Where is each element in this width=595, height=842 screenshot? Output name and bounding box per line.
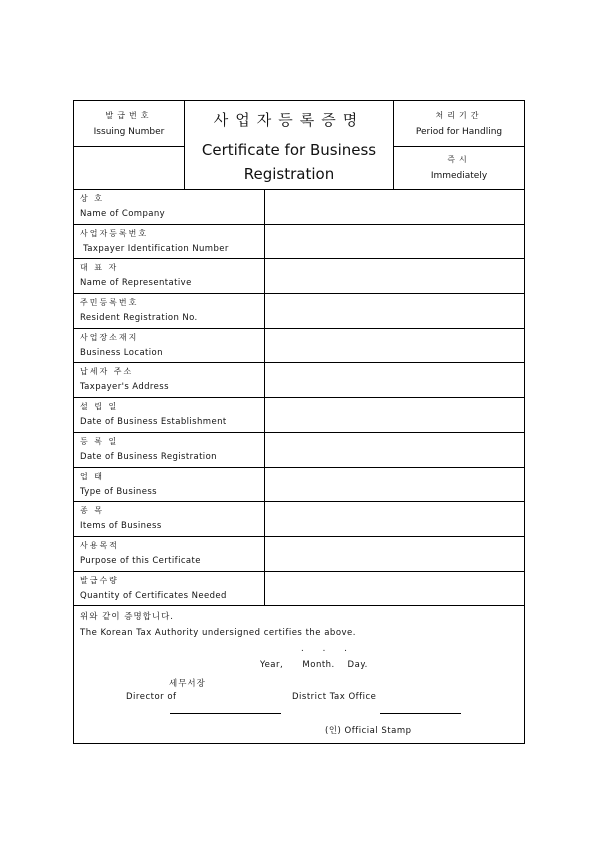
taxpayer-address-field[interactable] [265,363,524,397]
table-row [74,433,524,468]
field-label [74,468,265,502]
label-en: Taxpayer's Address [80,382,169,393]
fields-table [74,190,524,606]
label-ko: 등 록 일 [80,436,119,446]
field-label [74,572,265,606]
label-ko: 종 목 [80,506,104,516]
date-labels: Year, Month. Day. [260,660,368,670]
table-row [74,363,524,398]
company-name-field[interactable] [265,190,524,224]
period-header [394,101,524,147]
table-row [74,225,524,260]
table-row [74,329,524,364]
field-label [74,363,265,397]
field-label [74,502,265,536]
label-ko: 사용목적 [80,540,119,550]
table-row [74,398,524,433]
registration-date-field[interactable] [265,433,524,467]
field-label [74,537,265,571]
quantity-field[interactable] [265,572,524,606]
table-row [74,572,524,607]
label-en: Business Location [80,347,163,358]
label-ko: 업 태 [80,471,104,481]
label-ko: 상 호 [80,194,104,203]
field-label [74,329,265,363]
taxpayer-id-field[interactable] [265,225,524,259]
period-value [394,147,524,189]
label-en: Date of Business Registration [80,451,217,462]
label-en: Name of Representative [80,278,192,289]
label-en: Items of Business [80,521,162,532]
table-row [74,190,524,225]
field-label [74,294,265,328]
certify-text-ko: 위와 같이 증명합니다. [80,612,175,622]
office-signature-line[interactable] [380,713,461,714]
label-en: Quantity of Certificates Needed [80,590,227,601]
field-label [74,190,265,224]
resident-no-field[interactable] [265,294,524,328]
purpose-field[interactable] [265,537,524,571]
official-stamp: (인) Official Stamp [325,726,412,736]
field-label [74,259,265,293]
certification-section [74,606,524,744]
label-ko: 사업자등록번호 [80,228,149,238]
label-ko: 설 립 일 [80,402,119,412]
label-ko: 사업장소재지 [80,332,139,342]
immediate-en: Immediately [430,171,488,181]
certify-text-en: The Korean Tax Authority undersigned certifies the above. [80,628,356,638]
table-row [74,502,524,537]
label-en: Name of Company [80,209,166,219]
date-dots: . . . [301,644,347,654]
issuing-number-label-ko: 발급번호 [105,111,153,120]
label-en: Purpose of this Certificate [80,555,201,566]
label-en: Date of Business Establishment [80,417,227,428]
field-label [74,398,265,432]
title-en: Certificate for Business Registration [201,141,377,183]
label-ko: 발급수량 [80,575,119,585]
certificate-form [73,100,525,744]
label-ko: 납세자 주소 [80,367,134,377]
representative-field[interactable] [265,259,524,293]
establishment-date-field[interactable] [265,398,524,432]
director-ko: 세무서장 [169,679,206,689]
period-label-en: Period for Handling [415,127,503,137]
label-en: Resident Registration No. [80,313,198,324]
table-row [74,468,524,503]
label-en: Taxpayer Identification Number [80,243,229,254]
business-type-field[interactable] [265,468,524,502]
label-ko: 주민등록번호 [80,298,139,308]
field-label [74,433,265,467]
period-label-ko: 처리기간 [435,111,483,120]
table-row [74,294,524,329]
label-ko: 대 표 자 [80,263,119,273]
field-label [74,225,265,259]
immediate-ko: 즉시 [447,155,471,164]
director-en: Director of [126,692,177,702]
issuing-number-field[interactable] [74,147,185,189]
label-en: Type of Business [80,486,158,497]
issuing-number-header [74,101,185,147]
table-row [74,537,524,572]
business-items-field[interactable] [265,502,524,536]
office-en: District Tax Office [292,692,377,702]
business-location-field[interactable] [265,329,524,363]
director-name-line[interactable] [170,713,281,714]
title-ko: 사업자등록증명 [213,111,365,129]
table-row [74,259,524,294]
issuing-number-label-en: Issuing Number [93,127,165,137]
form-title [185,101,394,189]
